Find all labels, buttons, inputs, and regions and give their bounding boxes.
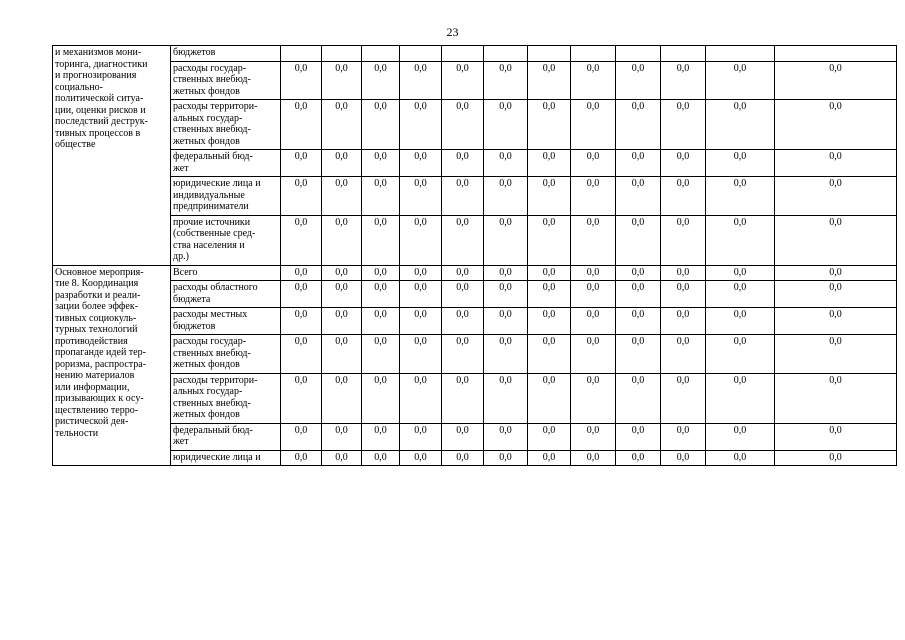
amount-cell: 0,0 <box>571 450 616 466</box>
amount-cell: 0,0 <box>706 335 775 374</box>
amount-cell: 0,0 <box>362 423 400 450</box>
funding-source-line: расходы государ- <box>173 336 247 347</box>
amount-cell: 0,0 <box>442 177 484 216</box>
measure-name-line: ществлению терро- <box>55 404 139 416</box>
measure-name-line: турных технологий <box>55 324 138 335</box>
funding-source-line: предприниматели <box>173 201 249 212</box>
amount-cell: 0,0 <box>400 177 442 216</box>
amount-cell <box>400 46 442 62</box>
amount-cell: 0,0 <box>400 373 442 423</box>
table-row <box>53 61 897 100</box>
funding-source-line: расходы областного <box>173 282 258 293</box>
amount-cell: 0,0 <box>281 281 322 308</box>
amount-cell: 0,0 <box>400 265 442 281</box>
amount-cell: 0,0 <box>484 308 528 335</box>
amount-cell: 0,0 <box>706 423 775 450</box>
amount-cell: 0,0 <box>661 177 706 216</box>
amount-cell <box>484 46 528 62</box>
funding-source-line: федеральный бюд- <box>173 151 253 162</box>
table-row <box>53 335 897 374</box>
measure-name-line: тельности <box>55 427 99 439</box>
amount-cell: 0,0 <box>616 450 661 466</box>
amount-cell: 0,0 <box>400 215 442 265</box>
amount-cell: 0,0 <box>484 265 528 281</box>
amount-cell: 0,0 <box>616 61 661 100</box>
amount-cell: 0,0 <box>661 335 706 374</box>
funding-source-line: (собственные сред- <box>173 228 256 239</box>
measure-name-line: тивных процессов в <box>55 127 141 139</box>
amount-cell: 0,0 <box>571 150 616 177</box>
amount-cell: 0,0 <box>661 100 706 150</box>
funding-source-line: жетных фондов <box>173 359 240 370</box>
amount-cell: 0,0 <box>571 335 616 374</box>
amount-cell: 0,0 <box>706 450 775 466</box>
amount-cell <box>362 46 400 62</box>
amount-cell: 0,0 <box>775 423 897 450</box>
amount-cell: 0,0 <box>281 373 322 423</box>
table-row <box>53 308 897 335</box>
amount-cell: 0,0 <box>571 423 616 450</box>
amount-cell: 0,0 <box>775 177 897 216</box>
amount-cell: 0,0 <box>616 150 661 177</box>
amount-cell: 0,0 <box>706 215 775 265</box>
amount-cell: 0,0 <box>706 177 775 216</box>
amount-cell: 0,0 <box>362 335 400 374</box>
amount-cell: 0,0 <box>442 308 484 335</box>
amount-cell: 0,0 <box>322 61 362 100</box>
funding-source-line: др.) <box>173 251 189 262</box>
amount-cell: 0,0 <box>400 100 442 150</box>
table-row <box>53 46 897 62</box>
amount-cell <box>442 46 484 62</box>
measure-name-line: призывающих к осу- <box>55 393 144 404</box>
amount-cell: 0,0 <box>661 373 706 423</box>
amount-cell <box>571 46 616 62</box>
amount-cell: 0,0 <box>362 177 400 216</box>
amount-cell: 0,0 <box>362 61 400 100</box>
amount-cell: 0,0 <box>484 281 528 308</box>
funding-source-cell <box>171 373 281 423</box>
measure-name-line: политической ситуа- <box>55 93 144 104</box>
table-row <box>53 450 897 466</box>
amount-cell: 0,0 <box>400 150 442 177</box>
amount-cell: 0,0 <box>528 308 571 335</box>
amount-cell: 0,0 <box>616 215 661 265</box>
amount-cell: 0,0 <box>775 100 897 150</box>
amount-cell: 0,0 <box>281 150 322 177</box>
amount-cell: 0,0 <box>571 100 616 150</box>
funding-source-cell <box>171 150 281 177</box>
measure-name-line: тие 8. Координация <box>55 278 139 289</box>
amount-cell: 0,0 <box>661 450 706 466</box>
funding-source-line: жетных фондов <box>173 409 240 420</box>
amount-cell: 0,0 <box>322 100 362 150</box>
amount-cell <box>661 46 706 62</box>
amount-cell: 0,0 <box>616 177 661 216</box>
amount-cell <box>616 46 661 62</box>
measure-name-line: тивных социокуль- <box>55 312 137 324</box>
amount-cell: 0,0 <box>775 61 897 100</box>
amount-cell <box>281 46 322 62</box>
amount-cell: 0,0 <box>706 308 775 335</box>
amount-cell: 0,0 <box>442 281 484 308</box>
funding-source-cell <box>171 177 281 216</box>
amount-cell: 0,0 <box>571 265 616 281</box>
amount-cell: 0,0 <box>661 265 706 281</box>
funding-source-cell <box>171 265 281 281</box>
measure-name-line: пропаганде идей тер- <box>55 347 146 358</box>
funding-source-line: жетных фондов <box>173 135 240 147</box>
amount-cell: 0,0 <box>362 308 400 335</box>
funding-source-cell <box>171 61 281 100</box>
amount-cell: 0,0 <box>281 61 322 100</box>
measure-name-line: зации более эффек- <box>55 301 139 312</box>
amount-cell: 0,0 <box>442 61 484 100</box>
amount-cell: 0,0 <box>661 215 706 265</box>
amount-cell: 0,0 <box>484 177 528 216</box>
measure-name-line: торинга, диагностики <box>55 58 148 70</box>
amount-cell: 0,0 <box>661 61 706 100</box>
amount-cell: 0,0 <box>322 423 362 450</box>
amount-cell: 0,0 <box>571 177 616 216</box>
amount-cell: 0,0 <box>571 215 616 265</box>
amount-cell: 0,0 <box>706 61 775 100</box>
amount-cell: 0,0 <box>571 281 616 308</box>
table-row <box>53 265 897 281</box>
amount-cell: 0,0 <box>775 450 897 466</box>
funding-source-line: ственных внебюд- <box>173 124 251 135</box>
funding-source-line: ственных внебюд- <box>173 74 251 85</box>
amount-cell: 0,0 <box>775 215 897 265</box>
page-number: 23 <box>446 25 459 39</box>
funding-source-line: индивидуальные <box>173 189 245 201</box>
funding-source-line: Всего <box>173 266 198 278</box>
funding-source-line: расходы государ- <box>173 62 247 74</box>
funding-source-line: расходы местных <box>173 309 248 320</box>
measure-name-line: обществе <box>55 139 96 150</box>
amount-cell: 0,0 <box>616 281 661 308</box>
amount-cell: 0,0 <box>616 308 661 335</box>
amount-cell: 0,0 <box>400 450 442 466</box>
amount-cell: 0,0 <box>528 61 571 100</box>
amount-cell: 0,0 <box>281 423 322 450</box>
amount-cell: 0,0 <box>484 335 528 374</box>
amount-cell: 0,0 <box>528 150 571 177</box>
amount-cell: 0,0 <box>484 61 528 100</box>
amount-cell: 0,0 <box>661 423 706 450</box>
amount-cell: 0,0 <box>775 265 897 281</box>
amount-cell: 0,0 <box>775 150 897 177</box>
measure-name-line: последствий деструк- <box>55 116 148 127</box>
amount-cell: 0,0 <box>322 265 362 281</box>
amount-cell: 0,0 <box>661 150 706 177</box>
amount-cell: 0,0 <box>400 308 442 335</box>
table-row <box>53 215 897 265</box>
amount-cell: 0,0 <box>442 100 484 150</box>
funding-table <box>52 45 897 466</box>
amount-cell: 0,0 <box>528 215 571 265</box>
amount-cell: 0,0 <box>571 61 616 100</box>
amount-cell: 0,0 <box>322 335 362 374</box>
amount-cell: 0,0 <box>616 335 661 374</box>
amount-cell: 0,0 <box>362 215 400 265</box>
amount-cell: 0,0 <box>322 177 362 216</box>
funding-source-line: альных государ- <box>173 112 243 124</box>
amount-cell: 0,0 <box>661 281 706 308</box>
amount-cell: 0,0 <box>775 308 897 335</box>
amount-cell: 0,0 <box>775 373 897 423</box>
funding-source-cell <box>171 215 281 265</box>
funding-source-line: ства населения и <box>173 239 245 251</box>
amount-cell: 0,0 <box>442 373 484 423</box>
measure-name-line: разработки и реали- <box>55 289 141 301</box>
measure-name-cell <box>53 46 171 266</box>
amount-cell: 0,0 <box>706 373 775 423</box>
measure-name-line: ции, оценки рисков и <box>55 104 146 116</box>
measure-name-line: и механизмов мони- <box>55 47 142 58</box>
amount-cell: 0,0 <box>571 308 616 335</box>
amount-cell: 0,0 <box>400 61 442 100</box>
amount-cell: 0,0 <box>322 450 362 466</box>
amount-cell: 0,0 <box>322 150 362 177</box>
amount-cell: 0,0 <box>362 150 400 177</box>
table-row <box>53 150 897 177</box>
amount-cell: 0,0 <box>528 335 571 374</box>
funding-source-line: юридические лица и <box>173 178 261 189</box>
amount-cell: 0,0 <box>442 150 484 177</box>
funding-source-line: расходы территори- <box>173 101 258 112</box>
amount-cell: 0,0 <box>400 423 442 450</box>
amount-cell <box>706 46 775 62</box>
table-row <box>53 281 897 308</box>
amount-cell: 0,0 <box>281 308 322 335</box>
amount-cell: 0,0 <box>400 281 442 308</box>
amount-cell: 0,0 <box>528 100 571 150</box>
amount-cell: 0,0 <box>528 450 571 466</box>
amount-cell: 0,0 <box>362 281 400 308</box>
funding-source-cell <box>171 450 281 466</box>
funding-source-line: ственных внебюд- <box>173 347 251 359</box>
amount-cell: 0,0 <box>362 450 400 466</box>
amount-cell: 0,0 <box>528 177 571 216</box>
funding-source-line: ственных внебюд- <box>173 397 251 409</box>
amount-cell: 0,0 <box>281 335 322 374</box>
amount-cell: 0,0 <box>616 265 661 281</box>
measure-name-line: социально- <box>55 81 103 93</box>
funding-source-line: юридические лица и <box>173 451 261 463</box>
funding-source-line: бюджета <box>173 293 211 305</box>
amount-cell: 0,0 <box>484 423 528 450</box>
amount-cell: 0,0 <box>706 100 775 150</box>
amount-cell: 0,0 <box>281 100 322 150</box>
amount-cell: 0,0 <box>484 215 528 265</box>
funding-source-cell <box>171 46 281 62</box>
amount-cell: 0,0 <box>571 373 616 423</box>
amount-cell: 0,0 <box>362 373 400 423</box>
amount-cell: 0,0 <box>322 215 362 265</box>
measure-name-line: противодействия <box>55 335 128 347</box>
amount-cell: 0,0 <box>281 265 322 281</box>
amount-cell: 0,0 <box>528 373 571 423</box>
measure-name-cell <box>53 265 171 466</box>
funding-source-line: федеральный бюд- <box>173 424 253 436</box>
amount-cell: 0,0 <box>322 373 362 423</box>
amount-cell: 0,0 <box>706 150 775 177</box>
funding-source-line: расходы территори- <box>173 374 258 386</box>
amount-cell <box>528 46 571 62</box>
table-row <box>53 100 897 150</box>
amount-cell: 0,0 <box>775 335 897 374</box>
measure-name-line: Основное мероприя- <box>55 266 144 278</box>
funding-source-line: жет <box>173 436 189 447</box>
measure-name-line: ристической дея- <box>55 416 129 427</box>
amount-cell: 0,0 <box>281 450 322 466</box>
amount-cell: 0,0 <box>442 423 484 450</box>
amount-cell: 0,0 <box>400 335 442 374</box>
measure-name-line: роризма, распростра- <box>55 358 147 370</box>
funding-source-cell <box>171 281 281 308</box>
amount-cell: 0,0 <box>706 281 775 308</box>
measure-name-line: и прогнозирования <box>55 70 137 81</box>
funding-source-line: жет <box>173 162 189 174</box>
amount-cell: 0,0 <box>706 265 775 281</box>
amount-cell: 0,0 <box>322 308 362 335</box>
funding-source-cell <box>171 308 281 335</box>
funding-source-line: жетных фондов <box>173 85 240 97</box>
amount-cell: 0,0 <box>442 215 484 265</box>
amount-cell <box>322 46 362 62</box>
amount-cell: 0,0 <box>616 100 661 150</box>
amount-cell <box>775 46 897 62</box>
amount-cell: 0,0 <box>484 450 528 466</box>
amount-cell: 0,0 <box>362 100 400 150</box>
funding-source-line: бюджетов <box>173 47 216 58</box>
measure-name-line: нению материалов <box>55 370 135 381</box>
amount-cell: 0,0 <box>484 100 528 150</box>
funding-source-cell <box>171 100 281 150</box>
amount-cell: 0,0 <box>442 335 484 374</box>
amount-cell: 0,0 <box>616 423 661 450</box>
amount-cell: 0,0 <box>528 423 571 450</box>
amount-cell: 0,0 <box>775 281 897 308</box>
table-row <box>53 177 897 216</box>
amount-cell: 0,0 <box>528 281 571 308</box>
funding-table-body <box>53 46 897 466</box>
amount-cell: 0,0 <box>616 373 661 423</box>
amount-cell: 0,0 <box>484 150 528 177</box>
measure-name-line: или информации, <box>55 381 130 393</box>
table-row <box>53 373 897 423</box>
amount-cell: 0,0 <box>442 265 484 281</box>
amount-cell: 0,0 <box>281 177 322 216</box>
amount-cell: 0,0 <box>528 265 571 281</box>
table-row <box>53 423 897 450</box>
amount-cell: 0,0 <box>484 373 528 423</box>
amount-cell: 0,0 <box>281 215 322 265</box>
funding-source-line: бюджетов <box>173 320 216 332</box>
funding-source-line: прочие источники <box>173 216 251 228</box>
amount-cell: 0,0 <box>362 265 400 281</box>
amount-cell: 0,0 <box>322 281 362 308</box>
funding-source-cell <box>171 335 281 374</box>
funding-source-line: альных государ- <box>173 386 243 397</box>
amount-cell: 0,0 <box>442 450 484 466</box>
amount-cell: 0,0 <box>661 308 706 335</box>
funding-source-cell <box>171 423 281 450</box>
